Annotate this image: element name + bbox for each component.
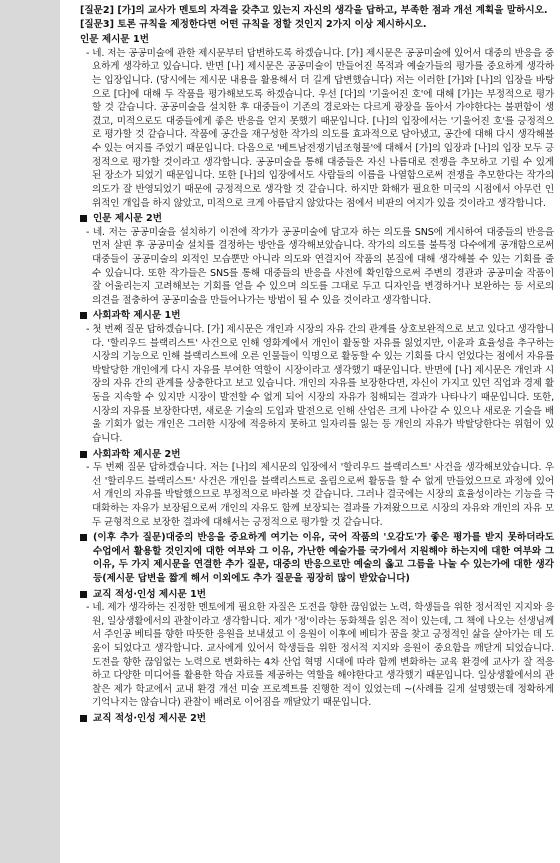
section-humanities-1: [80, 33, 554, 210]
question-3: [질문3] 토론 규칙을 제정한다면 어떤 규칙을 정할 것인지 2가지 이상 제시하시오.: [80, 18, 427, 30]
section-social-2: [80, 448, 554, 530]
square-bullet-icon: [80, 591, 87, 598]
section-title-text: (이후 추가 질문)대중의 반응을 중요하게 여기는 이유, 국어 작품의 '오감도'가 좋은 평가를 받지 못하더라도 수업에서 활용할 것인지에 대한 여부와 그 이유, 가난한 예술가를 국가에서 지원해야 하는지에 대한 여부와 그 이유, 두 가지 제시문을 연결한 추가 질문, 대중의 반응으로만 예술의 옳고 그름을 나눌 수 있는가에 대한 생각 등(제시문 답변을 짧게 해서 이외에도 추가 질문을 굉장히 많이 받았습니다): [93, 532, 554, 584]
section-title: [80, 588, 554, 602]
section-title-text: 교직 적성·인성 제시문 1번: [93, 588, 207, 600]
square-bullet-icon: [80, 534, 87, 541]
square-bullet-icon: [80, 451, 87, 458]
section-title: [80, 448, 554, 462]
section-teaching-1: [80, 588, 554, 710]
document-body: [80, 4, 554, 726]
section-answer: - 두 번째 질문 답하겠습니다. 저는 [나]의 제시문의 입장에서 '할리우드 블랙리스트' 사건을 생각해보았습니다. 우선 '할리우드 블랙리스트' 사건은 개인을 블랙리스트로 올림으로써 활동을 할 수 없게 만들었으므로 과정에 있어서 개인의 자유를 박탈했으므로 부정적으로 바라볼 것 같습니다. 그러나 결국에는 시장의 효율성이라는 기능을 극대화하는 자유가 보장됨으로써 개인의 자유도 함께 보장되는 결과를 가져왔으므로 시장의 자유와 개인의 자유 모두 균형적으로 보장한 결과에 대해서는 긍정적으로 평가할 것 같습니다.: [86, 462, 554, 528]
section-social-1: [80, 309, 554, 445]
section-teaching-2: [80, 712, 554, 726]
section-title: [80, 309, 554, 323]
section-title-text: 교직 적성·인성 제시문 2번: [93, 713, 207, 725]
section-title-text: 인문 제시문 2번: [93, 213, 162, 225]
section-title: [80, 33, 554, 47]
section-title-text: 인문 제시문 1번: [80, 34, 149, 46]
section-title: [80, 712, 554, 726]
square-bullet-icon: [80, 312, 87, 319]
section-title-text: 사회과학 제시문 2번: [93, 448, 181, 460]
section-answer: - 네. 저는 공공미술을 설치하기 이전에 작가가 공공미술에 담고자 하는 의도를 SNS에 게시하여 대중들의 반응을 먼저 살핀 후 공공미술 설치를 결정하는 방안을 생각해보았습니다. 작가의 의도를 불특정 다수에게 공개함으로써 대중들이 공공미술의 외적인 모습뿐만 아니라 의도와 연결지어 작품의 본질에 대해 생각해볼 수 있는 기회를 줄 수 있습니다. 또한 작가들은 SNS를 통해 대중들의 반응을 사전에 확인함으로써 주변의 경관과 공공미술 작품이 잘 어울리는지 고려해보는 기회를 얻을 수 있으며 의도를 그대로 두고 디자인을 변경하거나 보완하는 등 서로의 의견을 절충하여 공공미술을 만들어나가는 방법이 될 수 있을 것이라고 생각합니다.: [86, 226, 554, 306]
section-answer: - 네. 제가 생각하는 진정한 멘토에게 필요한 자질은 도전을 향한 끊임없는 노력, 학생들을 위한 정서적인 지지와 응원, 일상생활에서의 관찰이라고 생각합니다. 제가 '정'이라는 동화책을 읽은 적이 있는데, 그 책에 나오는 선생님께서 주인공 베티를 향한 따뜻한 응원을 보내셨고 이 응원이 이후에 베티가 꿈을 찾고 긍정적인 삶을 살아가는 데 도움이 되었다고 생각합니다. 교사에게 있어서 학생들을 위한 정서적 지지와 응원이 중요함을 깨닫게 되었습니다. 도전을 향한 끊임없는 노력으로 변화하는 4차 산업 혁명 시대에 따라 함께 변화하는 교육 환경에 교사가 잘 적응하고 다양한 미디어를 활용한 학습 자료를 제공하는 역할을 해야한다고 생각했기 때문입니다. 일상생활에서의 관찰은 제가 학교에서 교내 환경 개선 미술 프로젝트를 진행한 적이 있었는데 ~(사례를 길게 설명했는데 정확하게 기억나지는 않습니다) 관찰이 배려로 이어짐을 깨달았기 때문입니다.: [86, 602, 554, 709]
square-bullet-icon: [80, 715, 87, 722]
section-answer: - 첫 번째 질문 답하겠습니다. [가] 제시문은 개인과 시장의 자유 간의 관계를 상호보완적으로 보고 있다고 생각합니다. '할리우드 블랙리스트' 사건으로 인해 영화계에서 개인이 활동할 자유를 잃었지만, 이윤과 효율성을 추구하는 시장의 기능으로 인해 블랙리스트에 오른 인물들이 익명으로 활동할 수 있는 기회를 다시 얻었다는 점에서 자유를 박탈당한 개인에게 다시 자유를 부여한 역할이 시장이라고 생각했기 때문입니다. 반면에 [나] 제시문은 개인과 시장의 자유 간의 관계를 상충한다고 보고 있습니다. 개인의 자유를 보장한다면, 자신이 가지고 있던 직업과 경제 활동을 지속할 수 있지만 시장이 발전할 수 없게 되어 시장의 자유가 침해되는 결과가 나타나기 때문입니다. 또한, 시장의 자유를 보장한다면, 새로운 기술의 도입과 발전으로 인해 산업은 크게 나아갈 수 있으나 새로운 기술을 배울 기회가 없는 개인은 그러한 시장에 적응하지 못하고 일자리를 잃는 등 개인의 자유가 박탈당한다는 위험이 있습니다.: [86, 324, 554, 444]
section-title: [80, 531, 554, 585]
section-answer: - 네. 저는 공공미술에 관한 제시문부터 답변하도록 하겠습니다. [가] 제시문은 공공미술에 있어서 대중의 반응을 중요하게 생각하고 있습니다. 반면 [나] 제시문은 공공미술이 만들어진 목적과 예술가들의 평가를 중요하게 생각하는 입장입니다. (당시에는 제시문 내용을 활용해서 더 길게 답변했습니다) 저는 이러한 [가]와 [나]의 입장을 바탕으로 [다]에 대해 두 작품을 평가해보도록 하겠습니다. 우선 [다]의 '기울어진 호'에 대해 [가]는 부정적으로 평가할 것 같습니다. 공공미술을 설치한 후 대중들이 기존의 경로와는 다르게 광장을 돌아서 가야한다는 불편함이 생겼고, 미적으로도 대중들에게 좋은 반응을 얻지 못했기 때문입니다. [나]의 입장에서는 '기울어진 호'를 긍정적으로 평가할 것 같습니다. 작품에 공간을 재구성한 작가의 의도를 효과적으로 담아냈고, 공간에 대해 다시 생각해볼 수 있는 여지를 주었기 때문입니다. 다음으로 '베트남전쟁기념조형물'에 대해서 [가]의 입장과 [나]의 입장 모두 긍정적으로 평가할 것이라고 생각합니다. 공공미술을 통해 대중들은 자신 나름대로 전쟁을 추모하고 기릴 수 있게 된 장소가 되었기 때문입니다. 또한 [나]의 입장에서도 사람들의 이름을 나열함으로써 전쟁을 추모한다는 작가의 의도가 잘 반영되었기 때문에 긍정적으로 생각할 것 같습니다. 하지만 화해가 필요한 미국의 시점에서 아무런 인위적인 개입을 하지 않았고, 미적으로 크게 아름답지 않았다는 점에서 비판의 여지가 있을 것이라고 생각합니다.: [86, 47, 554, 209]
question-2: [질문2] [가]의 교사가 멘토의 자격을 갖추고 있는지 자신의 생각을 답하고, 부족한 점과 개선 계획을 말하시오.: [80, 5, 548, 16]
section-title: [80, 212, 554, 226]
section-followup-questions: [80, 531, 554, 585]
left-margin-bar: [0, 0, 60, 863]
square-bullet-icon: [80, 215, 87, 222]
section-title-text: 사회과학 제시문 1번: [93, 310, 181, 322]
section-humanities-2: [80, 212, 554, 307]
